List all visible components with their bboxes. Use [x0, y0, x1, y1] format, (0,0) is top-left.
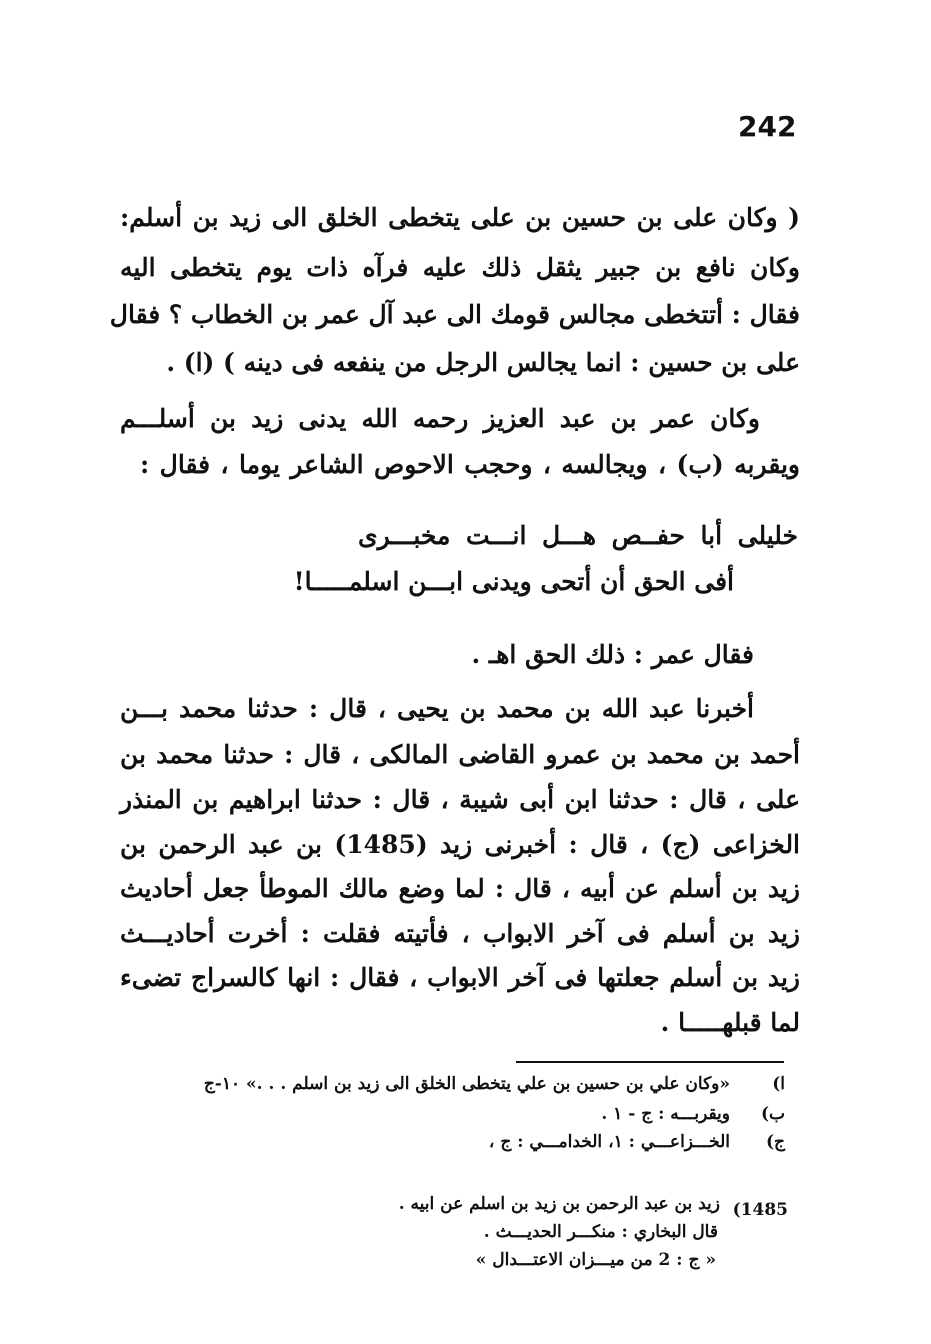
text-line: على ، قال : حدثنا ابن أبى شيبة ، قال : حدثنا ابراهيم بن المنذر	[120, 785, 800, 814]
footnote-marker: ب)	[760, 1104, 785, 1124]
page-number: 242	[738, 110, 797, 143]
footnote-text: ويقربـــه : ج - ١ .	[601, 1104, 730, 1124]
text-line: زيد بن أسلم فى آخر الابواب ، فأتيته فقلت : أخرت أحاديـــث	[120, 919, 800, 948]
text-line: ويقربه (ب) ، ويجالسه ، وحجب الاحوص الشاعر يوما ، فقال :	[140, 450, 800, 479]
text-line: أحمد بن محمد بن عمرو القاضى المالكى ، قال : حدثنا محمد بن	[120, 740, 800, 769]
text-line: فقال : أتتخطى مجالس قومك الى عبد آل عمر بن الخطاب ؟ فقال	[109, 300, 800, 329]
text-line: زيد بن أسلم جعلتها فى آخر الابواب ، فقال : انها كالسراج تضىء	[120, 963, 800, 992]
footnote-marker: ا)	[772, 1074, 785, 1094]
text-line: وكان عمر بن عبد العزيز رحمه الله يدنى زيد بن أسلـــم	[120, 404, 760, 433]
verse-line: خليلى أبا حفــص هـــل انـــت مخبـــرى	[358, 521, 798, 550]
text-line: لما قبلهـــــا .	[660, 1008, 800, 1037]
note-number: 1485)	[732, 1200, 788, 1220]
text-line: أخبرنا عبد الله بن محمد بن يحيى ، قال : حدثنا محمد بـــن	[120, 694, 754, 723]
verse-line: أفى الحق أن أتحى ويدنى ابـــن اسلمـــــا!	[293, 567, 734, 596]
note-line: زيد بن عبد الرحمن بن زيد بن اسلم عن ابيه .	[398, 1194, 720, 1214]
footnote-separator	[516, 1061, 784, 1063]
footnote-marker: ج)	[765, 1132, 785, 1152]
text-line: وكان نافع بن جبير يثقل ذلك عليه فرآه ذات يوم يتخطى اليه	[120, 253, 800, 282]
note-line: قال البخاري : منكـــر الحديـــث .	[483, 1222, 718, 1242]
text-line: زيد بن أسلم عن أبيه ، قال : لما وضع مالك الموطأ جعل أحاديث	[120, 874, 800, 903]
footnote-text: «وكان علي بن حسين بن علي يتخطى الخلق الى زيد بن اسلم . . .» ١٠-ج	[203, 1074, 730, 1094]
text-line: فقال عمر : ذلك الحق اهـ .	[471, 640, 754, 669]
text-line: الخزاعى (ج) ، قال : أخبرنى زيد (1485) بن عبد الرحمن بن	[120, 830, 801, 859]
text-line: على بن حسين : انما يجالس الرجل من ينفعه فى دينه ) (ا) .	[166, 348, 800, 377]
note-line: « ج : 2 من ميـــزان الاعتـــدال »	[475, 1250, 716, 1270]
text-line: ( وكان على بن حسين بن على يتخطى الخلق الى زيد بن أسلم:	[120, 203, 800, 232]
footnote-text: الخـــزاعـــي : ١، الخدامـــي : ج ،	[488, 1132, 730, 1152]
